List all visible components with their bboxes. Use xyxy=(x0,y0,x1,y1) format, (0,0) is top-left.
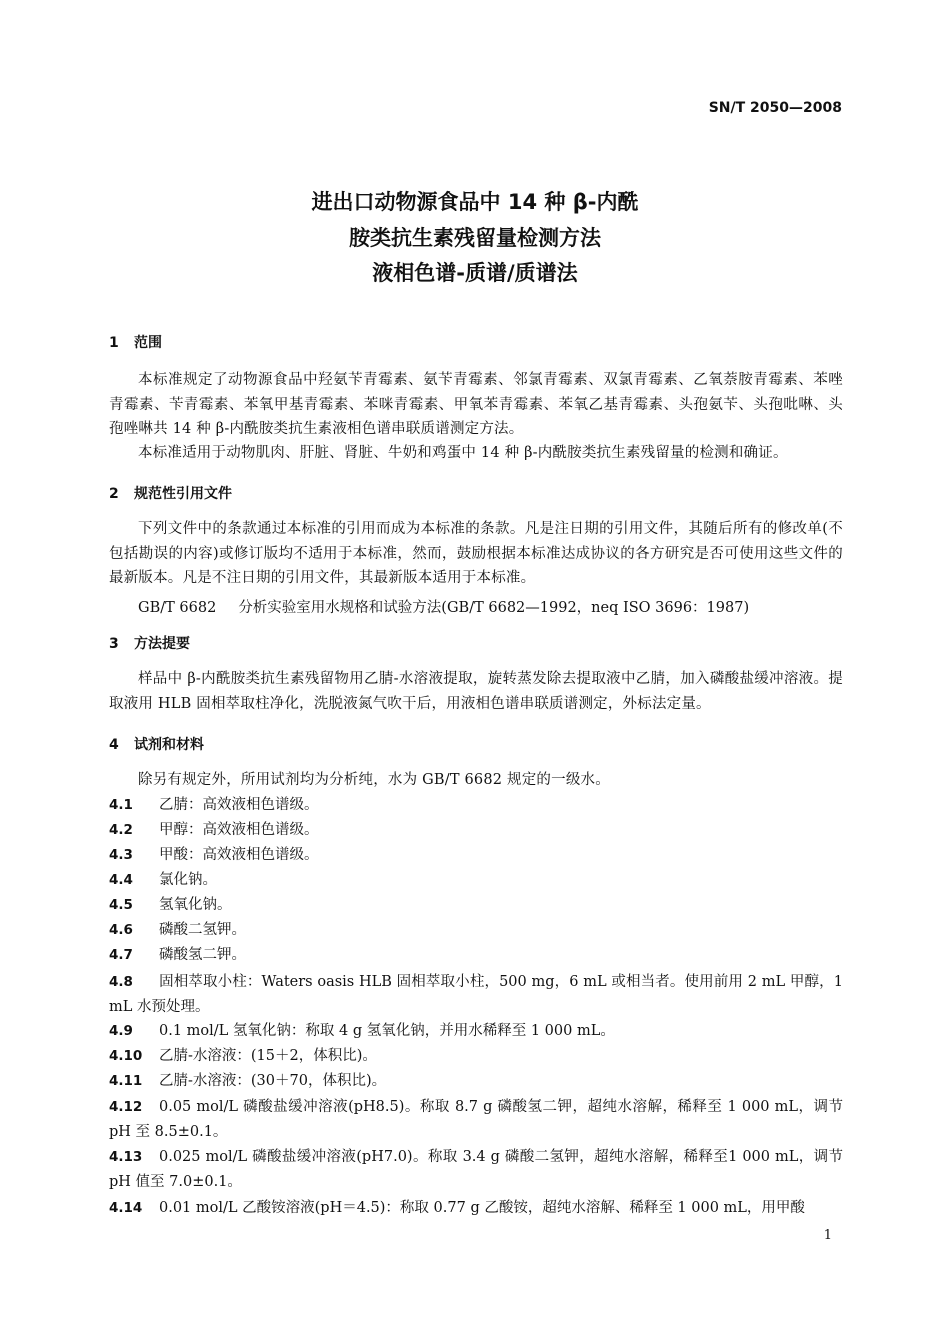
item-text: 甲醇：高效液相色谱级。 xyxy=(159,822,319,838)
item-text: 氢氧化钠。 xyxy=(159,897,232,913)
method-summary-paragraph: 样品中 β-内酰胺类抗生素残留物用乙腈-水溶液提取，旋转蒸发除去提取液中乙腈，加入磷酸盐缓冲溶液。提取液用 HLB 固相萃取柱净化，洗脱液氮气吹干后，用液相色谱串联质谱测定，外标法定量。 xyxy=(109,671,843,712)
section-heading-method-summary xyxy=(109,633,190,653)
section-heading-normative-references xyxy=(109,483,232,503)
item-number: 4.11 xyxy=(109,1073,143,1089)
item-text: 磷酸氢二钾。 xyxy=(159,947,246,963)
item-number: 4.6 xyxy=(109,922,133,938)
reagent-item xyxy=(109,1145,843,1194)
item-number: 4.9 xyxy=(109,1023,133,1039)
title-line-2: 胺类抗生素残留量检测方法 xyxy=(349,226,601,250)
reagent-item xyxy=(109,893,843,918)
item-number: 4.1 xyxy=(109,797,133,813)
reagent-item xyxy=(109,868,843,893)
item-text: 乙腈-水溶液：(15＋2，体积比)。 xyxy=(159,1048,377,1064)
item-text: 乙腈：高效液相色谱级。 xyxy=(159,797,319,813)
item-text: 乙腈-水溶液：(30＋70，体积比)。 xyxy=(159,1073,387,1089)
reference-entry xyxy=(138,596,749,617)
reagents-intro: 除另有规定外，所用试剂均为分析纯，水为 GB/T 6682 规定的一级水。 xyxy=(138,772,610,788)
item-text: 氯化钠。 xyxy=(159,872,217,888)
item-number: 4.7 xyxy=(109,947,133,963)
section-title: 范围 xyxy=(134,335,162,351)
item-number: 4.14 xyxy=(109,1200,143,1216)
section-number: 3 xyxy=(109,636,119,652)
reference-code: GB/T 6682 xyxy=(138,600,217,616)
reagent-item xyxy=(109,1044,843,1069)
item-text: 0.1 mol/L 氢氧化钠：称取 4 g 氢氧化钠，并用水稀释至 1 000 mL。 xyxy=(159,1023,615,1039)
standard-code: SN/T 2050—2008 xyxy=(708,100,842,116)
item-text: 磷酸二氢钾。 xyxy=(159,922,246,938)
item-number: 4.8 xyxy=(109,974,133,990)
reagent-item xyxy=(109,793,843,818)
reagent-item xyxy=(109,1095,843,1144)
reagent-item xyxy=(109,1196,843,1221)
item-number: 4.12 xyxy=(109,1099,143,1115)
item-number: 4.4 xyxy=(109,872,133,888)
section-title: 试剂和材料 xyxy=(134,737,204,753)
section-heading-scope xyxy=(109,332,162,352)
item-text: 0.01 mol/L 乙酸铵溶液(pH＝4.5)：称取 0.77 g 乙酸铵，超纯水溶解、稀释至 1 000 mL，用甲酸 xyxy=(159,1200,805,1216)
item-text: 固相萃取小柱：Waters oasis HLB 固相萃取小柱，500 mg，6 mL 或相当者。使用前用 2 mL 甲醇，1 mL 水预处理。 xyxy=(109,974,843,1015)
title-line-3: 液相色谱-质谱/质谱法 xyxy=(372,261,578,285)
reagent-item xyxy=(109,1069,843,1094)
reference-title: 分析实验室用水规格和试验方法(GB/T 6682—1992，neq ISO 3696：1987) xyxy=(238,600,750,616)
item-number: 4.10 xyxy=(109,1048,143,1064)
section-number: 2 xyxy=(109,486,119,502)
section-number: 1 xyxy=(109,335,119,351)
reagent-item xyxy=(109,1019,843,1044)
references-paragraph: 下列文件中的条款通过本标准的引用而成为本标准的条款。凡是注日期的引用文件，其随后所有的修改单(不包括勘误的内容)或修订版均不适用于本标准，然而，鼓励根据本标准达成协议的各方研究是否可使用这些文件的最新版本。凡是不注日期的引用文件，其最新版本适用于本标准。 xyxy=(109,521,843,586)
item-number: 4.3 xyxy=(109,847,133,863)
scope-paragraph-1: 本标准规定了动物源食品中羟氨苄青霉素、氨苄青霉素、邻氯青霉素、双氯青霉素、乙氧萘胺青霉素、苯唑青霉素、苄青霉素、苯氧甲基青霉素、苯咪青霉素、甲氧苯青霉素、苯氧乙基青霉素、头孢氨苄、头孢吡啉、头孢唑啉共 14 种 β-内酰胺类抗生素液相色谱串联质谱测定方法。 xyxy=(109,372,843,437)
reagent-item xyxy=(109,943,843,968)
item-text: 0.05 mol/L 磷酸盐缓冲溶液(pH8.5)。称取 8.7 g 磷酸氢二钾，超纯水溶解，稀释至 1 000 mL，调节 pH 至 8.5±0.1。 xyxy=(109,1099,843,1140)
reagent-item xyxy=(109,970,843,1019)
reagent-item xyxy=(109,918,843,943)
section-title: 方法提要 xyxy=(134,636,190,652)
item-number: 4.13 xyxy=(109,1149,143,1165)
item-number: 4.5 xyxy=(109,897,133,913)
page-number: 1 xyxy=(823,1228,832,1243)
reagent-item xyxy=(109,843,843,868)
section-title: 规范性引用文件 xyxy=(134,486,232,502)
item-text: 甲酸：高效液相色谱级。 xyxy=(159,847,319,863)
item-text: 0.025 mol/L 磷酸盐缓冲溶液(pH7.0)。称取 3.4 g 磷酸二氢钾，超纯水溶解，稀释至1 000 mL，调节 pH 值至 7.0±0.1。 xyxy=(109,1149,843,1190)
section-number: 4 xyxy=(109,737,119,753)
title-line-1: 进出口动物源食品中 14 种 β-内酰 xyxy=(311,190,639,214)
section-heading-reagents xyxy=(109,734,204,754)
scope-paragraph-2: 本标准适用于动物肌肉、肝脏、肾脏、牛奶和鸡蛋中 14 种 β-内酰胺类抗生素残留量的检测和确证。 xyxy=(138,445,788,461)
reagent-item xyxy=(109,818,843,843)
item-number: 4.2 xyxy=(109,822,133,838)
